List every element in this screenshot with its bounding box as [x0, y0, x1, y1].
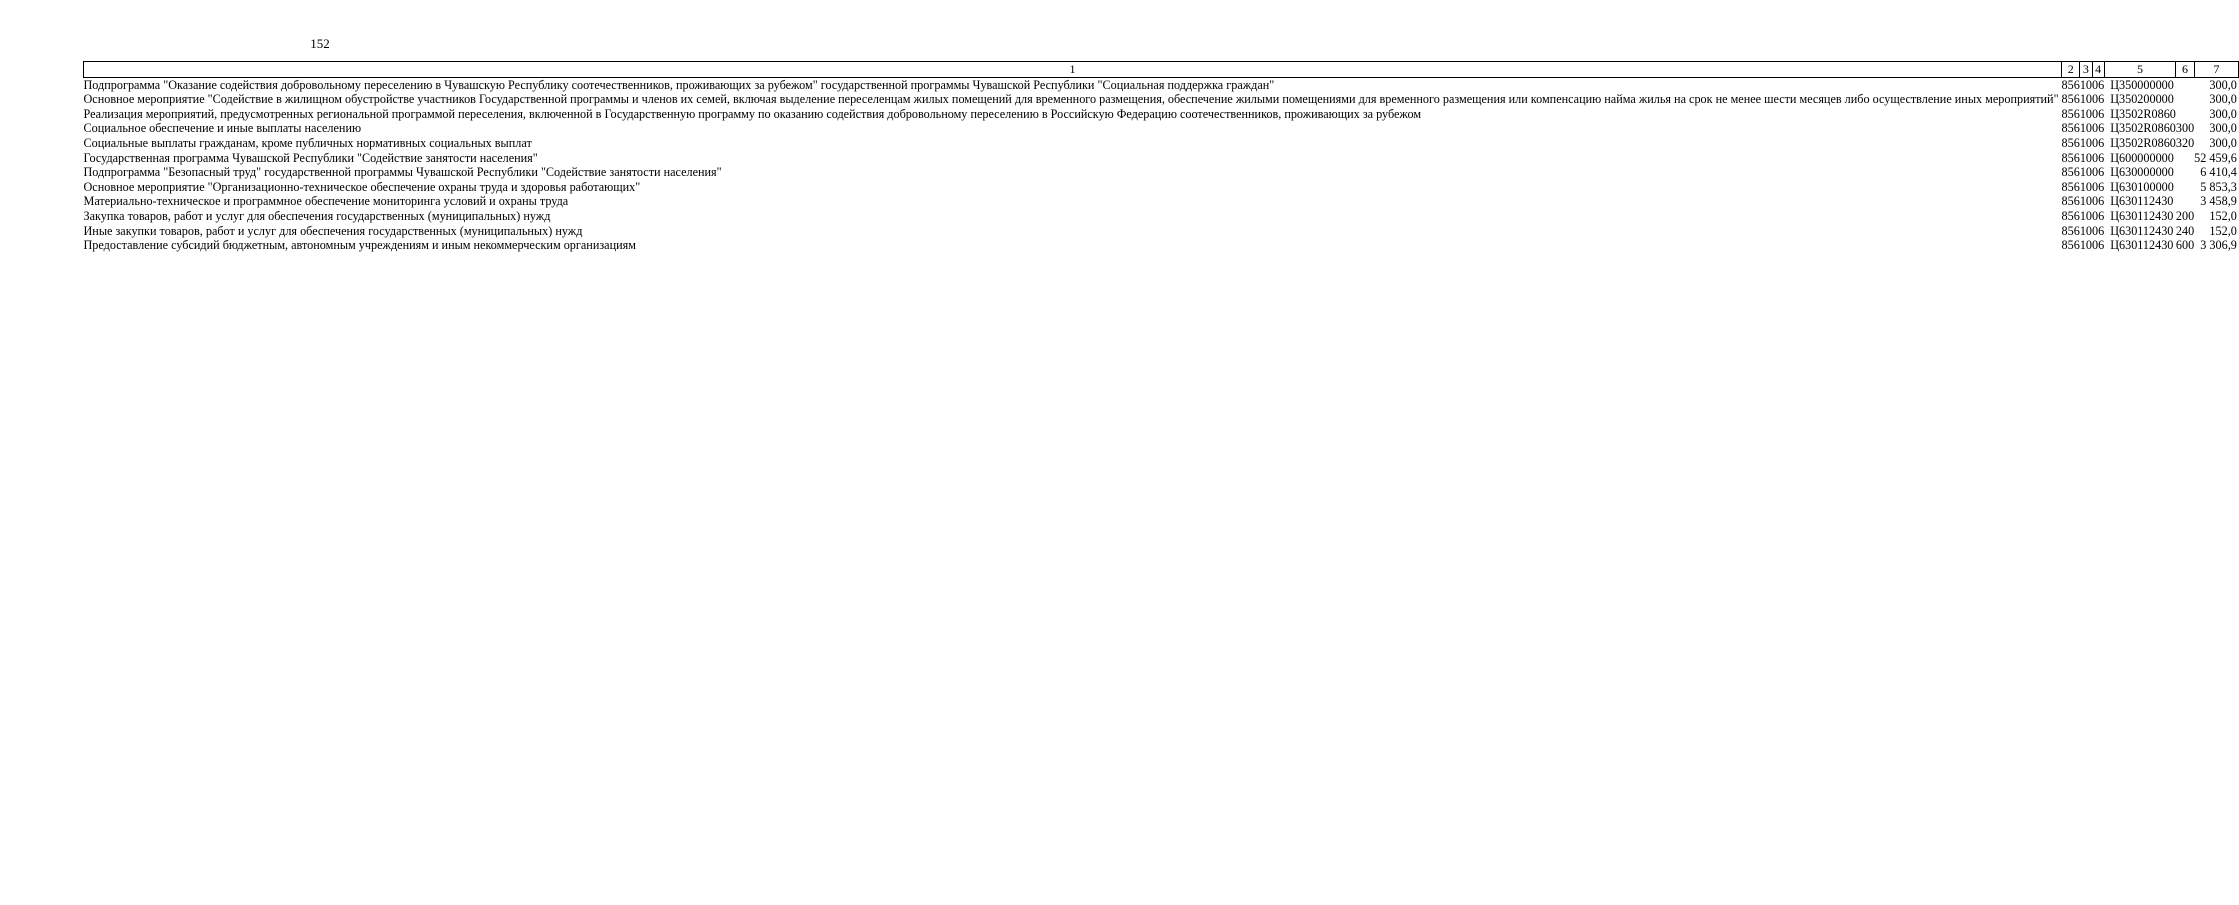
row-name: Подпрограмма "Оказание содействия добровольному переселению в Чувашскую Республику соотечественников, проживающих за рубежом" государственной программы Чувашской Республики "Социальная поддержка граждан"	[83, 77, 1275, 92]
row-expense-type: 240	[2175, 223, 2195, 238]
row-name: Реализация мероприятий, предусмотренных региональной программой переселения, включенной в Государственную программу по оказанию содействия добровольному переселению в Российскую Федерацию соотечественников, проживающих за рубежом	[83, 106, 1422, 121]
row-expense-type: 200	[2175, 208, 2195, 223]
row-expense-type	[2176, 151, 2194, 166]
table-row	[84, 194, 2239, 209]
row-subsection: 06	[2092, 194, 2105, 209]
table-row	[84, 224, 2239, 239]
row-name: Основное мероприятие "Содействие в жилищном обустройстве участников Государственной программы и членов их семей, включая выделение переселенцам жилых помещений для временного размещения, обеспечение жилыми помещениями для временного размещения или компенсацию найма жилья на срок не менее шести месяцев либо осуществление иных мероприятий"	[83, 92, 2059, 107]
row-section: 10	[2079, 92, 2093, 107]
row-name: Социальные выплаты гражданам, кроме публичных нормативных социальных выплат	[83, 135, 532, 150]
row-target-article: Ц630112430	[2110, 194, 2174, 209]
row-target-article: Ц630112430	[2110, 223, 2174, 238]
row-section: 10	[2079, 150, 2093, 165]
row-subsection: 06	[2092, 92, 2105, 107]
row-amount: 300,0	[2209, 106, 2237, 121]
table-row	[84, 209, 2239, 224]
row-amount: 3 306,9	[2200, 238, 2237, 253]
row-admin-code: 856	[2061, 208, 2080, 223]
table-row	[84, 238, 2239, 253]
table-row	[84, 77, 2239, 92]
row-admin-code: 856	[2061, 179, 2080, 194]
row-expense-type: 300	[2175, 121, 2195, 136]
table-row	[84, 151, 2239, 166]
row-section: 10	[2079, 135, 2093, 150]
row-admin-code: 856	[2061, 92, 2080, 107]
row-target-article: Ц600000000	[2110, 150, 2174, 165]
row-name: Предоставление субсидий бюджетным, автономным учреждениям и иным некоммерческим организациям	[83, 238, 636, 253]
row-target-article: Ц3502R0860	[2110, 106, 2176, 121]
row-section: 10	[2079, 238, 2093, 253]
row-target-article: Ц3502R0860	[2110, 121, 2176, 136]
row-subsection: 06	[2092, 121, 2105, 136]
row-expense-type: 320	[2175, 135, 2195, 150]
row-admin-code: 856	[2061, 77, 2080, 92]
column-header-3: 3	[2080, 62, 2092, 78]
column-header-1: 1	[84, 62, 2062, 78]
row-amount: 300,0	[2209, 121, 2237, 136]
row-target-article: Ц350200000	[2110, 92, 2174, 107]
row-name: Материально-техническое и программное обеспечение мониторинга условий и охраны труда	[83, 194, 569, 209]
row-name: Государственная программа Чувашской Республики "Содействие занятости населения"	[83, 150, 538, 165]
row-subsection: 06	[2092, 135, 2105, 150]
row-expense-type	[2176, 92, 2194, 107]
table-body	[84, 77, 2239, 253]
row-target-article: Ц630000000	[2110, 165, 2174, 180]
row-admin-code: 856	[2061, 121, 2080, 136]
row-target-article: Ц630112430	[2110, 208, 2174, 223]
row-subsection: 06	[2092, 208, 2105, 223]
table-row	[84, 136, 2239, 151]
row-target-article: Ц630100000	[2110, 179, 2174, 194]
row-subsection: 06	[2092, 77, 2105, 92]
row-expense-type: 600	[2175, 238, 2195, 253]
row-section: 10	[2079, 223, 2093, 238]
column-header-5: 5	[2104, 62, 2176, 78]
row-admin-code: 856	[2061, 135, 2080, 150]
row-section: 10	[2079, 165, 2093, 180]
row-admin-code: 856	[2061, 165, 2080, 180]
row-admin-code: 856	[2061, 194, 2080, 209]
row-section: 10	[2079, 194, 2093, 209]
row-name: Социальное обеспечение и иные выплаты населению	[83, 121, 362, 136]
row-section: 10	[2079, 179, 2093, 194]
row-name: Основное мероприятие "Организационно-техническое обеспечение охраны труда и здоровья работающих"	[83, 179, 641, 194]
row-admin-code: 856	[2061, 150, 2080, 165]
row-subsection: 06	[2092, 223, 2105, 238]
page-number: 152	[310, 36, 330, 51]
row-amount: 152,0	[2209, 208, 2237, 223]
row-amount: 300,0	[2209, 77, 2237, 92]
column-header-7: 7	[2194, 62, 2239, 78]
row-name: Закупка товаров, работ и услуг для обеспечения государственных (муниципальных) нужд	[83, 208, 551, 223]
row-expense-type	[2176, 194, 2194, 209]
table-row	[84, 165, 2239, 180]
row-admin-code: 856	[2061, 106, 2080, 121]
row-section: 10	[2079, 106, 2093, 121]
row-target-article: Ц630112430	[2110, 238, 2174, 253]
row-expense-type	[2176, 107, 2194, 122]
row-target-article: Ц3502R0860	[2110, 135, 2176, 150]
row-amount: 52 459,6	[2194, 150, 2237, 165]
column-header-6: 6	[2176, 62, 2194, 78]
row-admin-code: 856	[2061, 238, 2080, 253]
row-target-article: Ц350000000	[2110, 77, 2174, 92]
table-row	[84, 107, 2239, 122]
column-header-4: 4	[2092, 62, 2104, 78]
row-amount: 300,0	[2209, 92, 2237, 107]
table-header-row	[84, 62, 2239, 78]
row-expense-type	[2176, 180, 2194, 195]
row-subsection: 06	[2092, 165, 2105, 180]
row-subsection: 06	[2092, 238, 2105, 253]
table-row	[84, 121, 2239, 136]
row-name: Иные закупки товаров, работ и услуг для обеспечения государственных (муниципальных) нужд	[83, 223, 583, 238]
table-row	[84, 180, 2239, 195]
row-amount: 3 458,9	[2200, 194, 2237, 209]
table-row	[84, 92, 2239, 107]
row-admin-code: 856	[2061, 223, 2080, 238]
row-expense-type	[2176, 165, 2194, 180]
budget-table	[83, 61, 2239, 253]
row-amount: 6 410,4	[2200, 165, 2237, 180]
row-amount: 5 853,3	[2200, 179, 2237, 194]
row-name: Подпрограмма "Безопасный труд" государственной программы Чувашской Республики "Содействие занятости населения"	[83, 165, 722, 180]
row-section: 10	[2079, 77, 2093, 92]
row-section: 10	[2079, 121, 2093, 136]
row-subsection: 06	[2092, 106, 2105, 121]
row-amount: 300,0	[2209, 135, 2237, 150]
row-section: 10	[2079, 208, 2093, 223]
row-subsection: 06	[2092, 179, 2105, 194]
row-expense-type	[2176, 77, 2194, 92]
column-header-2: 2	[2062, 62, 2080, 78]
row-subsection: 06	[2092, 150, 2105, 165]
row-amount: 152,0	[2209, 223, 2237, 238]
